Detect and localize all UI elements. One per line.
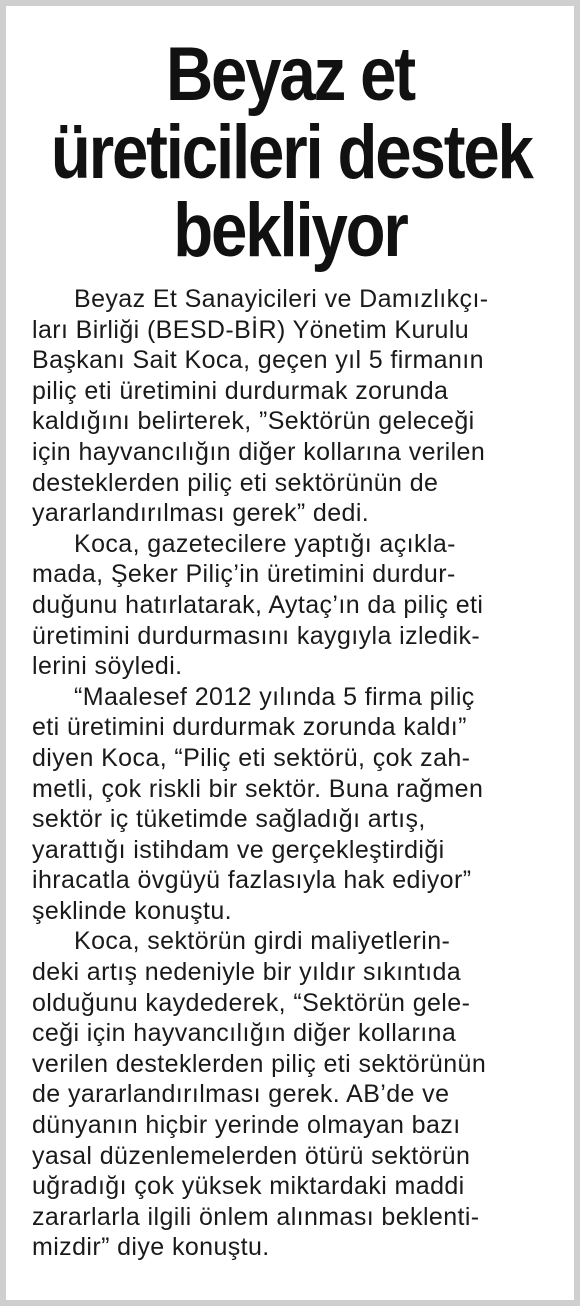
text-line: ihracatla övgüyü fazlasıyla hak ediyor” bbox=[32, 866, 472, 895]
text-line: Koca, gazetecilere yaptığı açıkla- bbox=[74, 529, 456, 558]
text-line: uğradığı çok yüksek miktardaki maddi bbox=[32, 1172, 465, 1201]
text-line: diyen Koca, “Piliç eti sektörü, çok zah- bbox=[32, 743, 471, 772]
text-line: ları Birliği (BESD-BİR) Yönetim Kurulu bbox=[32, 315, 470, 344]
text-line: yarattığı istihdam ve gerçekleştirdiği bbox=[32, 835, 445, 864]
text-line: sektör iç tüketimde sağladığı artış, bbox=[32, 805, 426, 834]
text-line: kaldığını belirterek, ”Sektörün geleceği bbox=[32, 407, 475, 436]
headline-line: Beyaz et bbox=[165, 32, 415, 117]
article-body bbox=[32, 284, 552, 1263]
text-line: metli, çok riskli bir sektör. Buna rağmen bbox=[32, 774, 484, 803]
headline-line: bekliyor bbox=[173, 188, 407, 273]
text-line: dünyanın hiçbir yerinde olmayan bazı bbox=[32, 1111, 461, 1140]
text-line: desteklerden piliç eti sektörünün de bbox=[32, 468, 439, 497]
text-line: şeklinde konuştu. bbox=[32, 896, 232, 925]
text-line: duğunu hatırlatarak, Aytaç’ın da piliç eti bbox=[32, 590, 484, 619]
text-line: Koca, sektörün girdi maliyetlerin- bbox=[74, 927, 451, 956]
text-line: verilen desteklerden piliç eti sektörünün bbox=[32, 1049, 487, 1078]
text-line: mizdir” diye konuştu. bbox=[32, 1233, 270, 1262]
text-line: Beyaz Et Sanayicileri ve Damızlıkçı- bbox=[74, 285, 489, 313]
text-line: eti üretimini durdurmak zorunda kaldı” bbox=[32, 713, 467, 742]
text-line: “Maalesef 2012 yılında 5 firma piliç bbox=[74, 682, 475, 711]
text-line: ceği için hayvancılığın diğer kollarına bbox=[32, 1019, 457, 1048]
paragraph-2 bbox=[32, 529, 552, 682]
text-line: Başkanı Sait Koca, geçen yıl 5 firmanın bbox=[32, 346, 484, 375]
text-line: lerini söyledi. bbox=[32, 652, 183, 681]
text-line: yararlandırılması gerek” dedi. bbox=[32, 499, 370, 528]
text-line: deki artış nedeniyle bir yıldır sıkıntıda bbox=[32, 958, 462, 987]
text-line: mada, Şeker Piliç’in üretimini durdur- bbox=[32, 560, 456, 589]
paragraph-3 bbox=[32, 682, 552, 927]
text-line: de yararlandırılması gerek. AB’de ve bbox=[32, 1080, 450, 1109]
text-line: üretimini durdurmasını kaygıyla izledik- bbox=[32, 621, 481, 650]
text-line: yasal düzenlemelerden ötürü sektörün bbox=[32, 1141, 471, 1170]
text-line: olduğunu kaydederek, “Sektörün gele- bbox=[32, 988, 471, 1017]
text-line: zararlarla ilgili önlem alınması beklenti- bbox=[32, 1202, 480, 1231]
headline bbox=[50, 32, 532, 273]
paragraph-1 bbox=[32, 284, 552, 529]
text-line: için hayvancılığın diğer kollarına verilen bbox=[32, 437, 486, 466]
paragraph-4 bbox=[32, 926, 552, 1263]
headline-line: üreticileri destek bbox=[50, 110, 532, 195]
text-line: piliç eti üretimini durdurmak zorunda bbox=[32, 376, 449, 405]
